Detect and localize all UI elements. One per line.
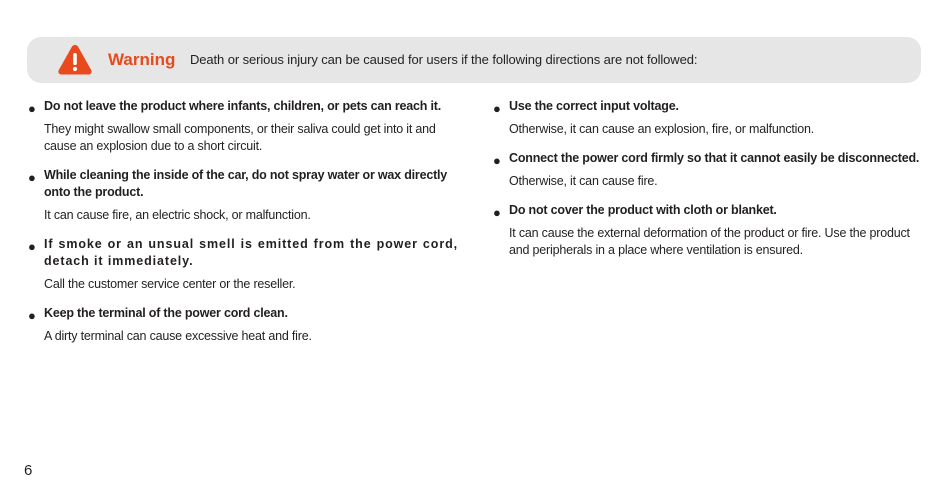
item-heading: Do not cover the product with cloth or blanket.	[509, 203, 777, 217]
left-column	[28, 98, 458, 345]
bullet-icon: ●	[493, 205, 501, 220]
item-heading: Keep the terminal of the power cord clean.	[44, 306, 288, 320]
list-item	[28, 305, 458, 345]
item-heading: While cleaning the inside of the car, do not spray water or wax directly onto the product.	[44, 168, 448, 199]
list-item	[28, 167, 458, 224]
list-item	[28, 98, 458, 155]
list-item	[493, 150, 925, 190]
list-item	[28, 236, 458, 293]
item-body: Otherwise, it can cause fire.	[509, 174, 658, 188]
bullet-icon: ●	[28, 170, 36, 185]
bullet-icon: ●	[28, 101, 36, 116]
item-body: Call the customer service center or the reseller.	[44, 277, 296, 291]
page-number: 6	[24, 462, 33, 479]
bullet-icon: ●	[28, 239, 36, 254]
item-heading: Do not leave the product where infants, children, or pets can reach it.	[44, 99, 441, 113]
bullet-icon: ●	[28, 308, 36, 323]
item-body: It can cause fire, an electric shock, or malfunction.	[44, 208, 311, 222]
warning-triangle-icon	[57, 43, 93, 76]
warning-description: Death or serious injury can be caused for users if the following directions are not followed:	[190, 52, 698, 67]
item-body: A dirty terminal can cause excessive heat and fire.	[44, 329, 312, 343]
item-heading: Connect the power cord firmly so that it cannot easily be disconnected.	[509, 151, 920, 165]
item-body: They might swallow small components, or their saliva could get into it and cause an explosion due to a short circuit.	[44, 122, 436, 153]
warning-banner	[27, 37, 921, 83]
bullet-icon: ●	[493, 153, 501, 168]
right-column	[493, 98, 925, 259]
list-item	[493, 98, 925, 138]
item-heading: Use the correct input voltage.	[509, 99, 679, 113]
item-heading: If smoke or an unsual smell is emitted from the power cord, detach it immediately.	[44, 237, 458, 268]
bullet-icon: ●	[493, 101, 501, 116]
list-item	[493, 202, 925, 259]
item-body: It can cause the external deformation of the product or fire. Use the product and peripherals in a place where ventilation is ensured.	[509, 226, 910, 257]
item-body: Otherwise, it can cause an explosion, fire, or malfunction.	[509, 122, 815, 136]
warning-title: Warning	[108, 50, 176, 69]
